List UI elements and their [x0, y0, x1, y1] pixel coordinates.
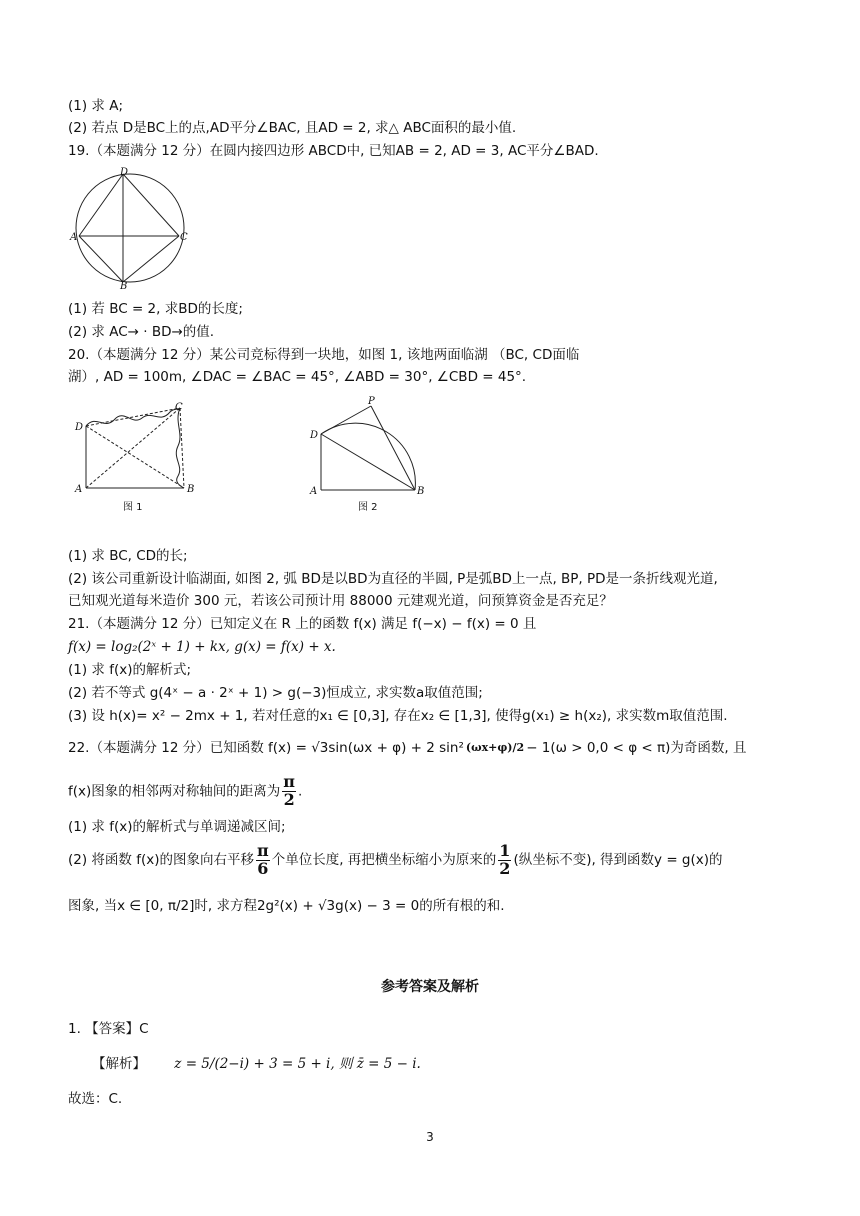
frac-num: π [256, 840, 269, 860]
q19-stem: 19.（本题满分 12 分）在圆内接四边形 ABCD中, 已知AB = 2, AD = 3, AC平分∠BAD. [68, 143, 599, 159]
label-D: D [310, 430, 319, 441]
segment-DA [79, 174, 123, 236]
q21-stem-line1: 21.（本题满分 12 分）已知定义在 R 上的函数 f(x) 满足 f(−x) − f(x) = 0 且 [68, 616, 537, 632]
answers-title: 参考答案及解析 [381, 979, 479, 995]
frac-den: 2 [283, 789, 295, 809]
label-P: P [368, 396, 375, 407]
q22-line2-end: . [298, 783, 303, 800]
frac-num: 1 [499, 840, 511, 860]
q22-sin-arg [466, 742, 524, 754]
figure-2-caption: 图 2 [358, 502, 378, 513]
q22-p2-text-b: 个单位长度, 再把横坐标缩小为原来的 [271, 852, 497, 868]
answer-1-label: 1. 【答案】C [68, 1021, 149, 1037]
q21-stem-line2: f(x) = log₂(2ˣ + 1) + kx, g(x) = f(x) + x. [68, 639, 336, 655]
q21-part3: (3) 设 h(x)= x² − 2mx + 1, 若对任意的x₁ ∈ [0,3], 存在x₂ ∈ [1,3], 使得g(x₁) ≥ h(x₂), 求实数m取值范围. [68, 708, 728, 724]
label-A: A [70, 232, 78, 243]
label-D: D [120, 167, 129, 178]
q20-part2-line2: 已知观光道每米造价 300 元，若该公司预计用 88000 元建观光道，问预算资金是否充足？ [68, 593, 613, 609]
q20-figure-1 [68, 400, 203, 515]
q20-stem-line2: 湖）, AD = 100m, ∠DAC = ∠BAC = 45°, ∠ABD = 30°, ∠CBD = 45°. [68, 369, 527, 385]
q22-line2-text: f(x)图象的相邻两对称轴间的距离为 [68, 783, 281, 800]
dashed-DC [86, 408, 180, 426]
answer-1-choice: 故选：C. [68, 1091, 123, 1107]
q22-text-a: 22.（本题满分 12 分）已知函数 f(x) = √3sin(ωx + φ) + 2 sin² [68, 740, 464, 756]
solution-formula: z = 5/(2−i) + 3 = 5 + i, 则 z̄ = 5 − i. [174, 1056, 421, 1072]
label-B: B [187, 484, 195, 495]
label-B: B [417, 486, 425, 497]
label-C: C [175, 402, 183, 413]
path-DP [321, 406, 371, 434]
q22-p2-text-c: (纵坐标不变), 得到函数y = g(x)的 [513, 852, 723, 868]
figure-1-caption: 图 1 [123, 502, 143, 513]
dashed-CB [180, 408, 184, 488]
q21-part1: (1) 求 f(x)的解析式; [68, 662, 192, 678]
semicircle-arc [321, 423, 415, 490]
q22-part1: (1) 求 f(x)的解析式与单调递减区间; [68, 819, 286, 835]
q20-part1: (1) 求 BC, CD的长; [68, 548, 188, 564]
label-D: D [75, 422, 84, 433]
frac-num: π [283, 772, 295, 791]
frac-den: 2 [499, 858, 511, 878]
q22-pi-over-6 [256, 840, 270, 878]
frac-den: 6 [257, 858, 269, 878]
q20-stem-line1: 20.（本题满分 12 分）某公司竞标得到一块地，如图 1, 该地两面临湖 （BC, CD面临 [68, 347, 580, 363]
circle [76, 174, 184, 282]
q19-circle-figure [68, 166, 193, 290]
q22-one-half [498, 840, 511, 878]
label-A: A [75, 484, 83, 495]
q21-part2: (2) 若不等式 g(4ˣ − a · 2ˣ + 1) > g(−3)恒成立, 求实数a取值范围; [68, 685, 483, 701]
diameter-DB [321, 434, 415, 490]
q22-part2-line1 [68, 838, 723, 882]
segment-CB [123, 236, 179, 282]
q18-part2: (2) 若点 D是BC上的点,AD平分∠BAC, 且AD = 2, 求△ ABC面积的最小值. [68, 120, 517, 136]
q19-part2: (2) 求 AC→ · BD→的值. [68, 324, 215, 340]
q18-part1: (1) 求 A; [68, 98, 123, 114]
q22-p2-text-a: (2) 将函数 f(x)的图象向右平移 [68, 852, 254, 868]
q22-text-c: − 1(ω > 0,0 < φ < π)为奇函数, 且 [526, 740, 747, 756]
dashed-DB [86, 426, 184, 488]
label-B: B [120, 281, 128, 290]
q22-stem-line1 [68, 734, 747, 762]
q20-figure-2 [305, 394, 440, 516]
q19-part1: (1) 若 BC = 2, 求BD的长度; [68, 301, 243, 317]
segment-DC [123, 174, 179, 236]
q22-sin-arg-text: (ωx+φ)/2 [465, 741, 525, 755]
answer-1-solution [92, 1054, 421, 1074]
q22-stem-line2 [68, 774, 302, 809]
label-A: A [310, 486, 318, 497]
q22-pi-over-2 [282, 774, 296, 809]
solution-label: 【解析】 [92, 1056, 146, 1072]
page-number: 3 [426, 1130, 434, 1144]
q22-part2-line2: 图象, 当x ∈ [0, π/2]时, 求方程2g²(x) + √3g(x) − 3 = 0的所有根的和. [68, 898, 505, 914]
q20-part2-line1: (2) 该公司重新设计临湖面, 如图 2, 弧 BD是以BD为直径的半圆, P是弧BD上一点, BP, PD是一条折线观光道, [68, 571, 718, 587]
label-C: C [180, 232, 188, 243]
